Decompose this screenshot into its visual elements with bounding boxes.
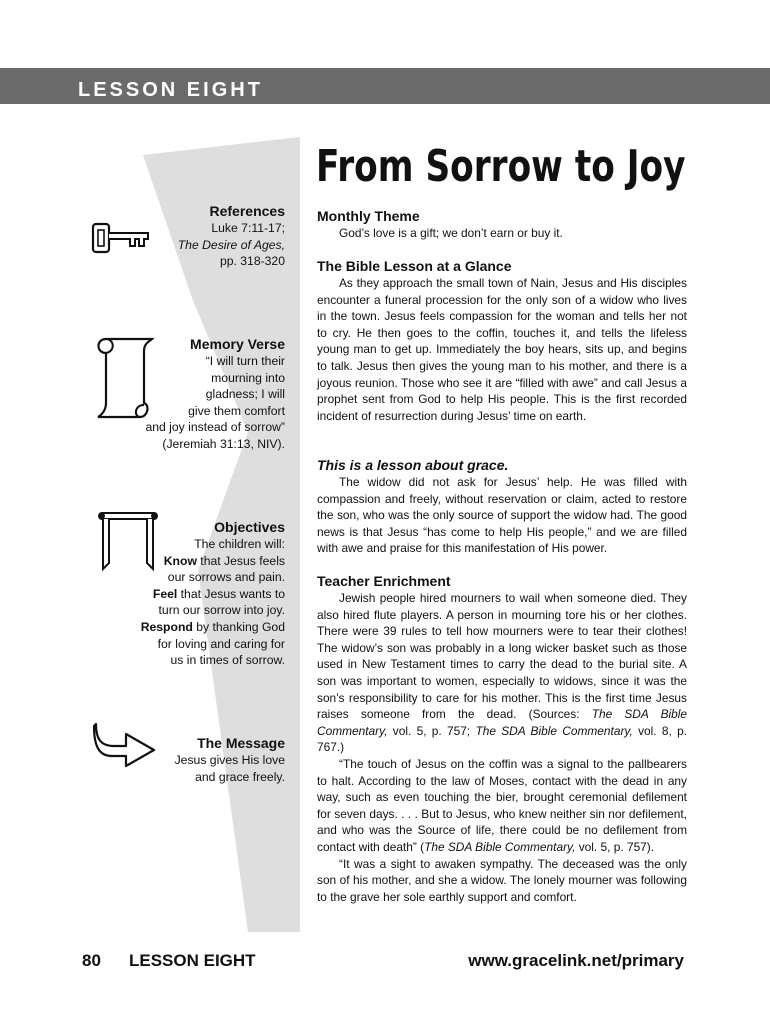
message-line: Jesus gives His love <box>174 753 285 767</box>
memory-verse-line: give them comfort <box>188 403 285 418</box>
message-line: and grace freely. <box>195 769 285 784</box>
grace-heading: This is a lesson about grace. <box>317 457 509 473</box>
objectives-heading: Objectives <box>214 519 285 535</box>
enrichment-paragraph: “It was a sight to awaken sympathy. The deceased was the only son of his mother, and she a widow. The lonely mourner was following to the grave her sole earthly support and comfort. <box>317 856 687 904</box>
memory-verse-line: gladness; I will <box>205 387 285 402</box>
objective-respond-text: by thanking God <box>192 619 285 634</box>
glance-heading: The Bible Lesson at a Glance <box>317 258 512 274</box>
references-pages: pp. 318-320 <box>219 254 285 269</box>
enrichment-paragraph: Jewish people hired mourners to wail when someone died. They also hired flute players. A person in mourning tore his or her clothes. There were 39 rules to tell how mourners were to tear their clothes! The widow’s son was probably in a long wicker basket such as those used in New Testament times to carry the dead to the burial site. A son was important to women, especially to widows, since it was the son’s responsibility to care for his mother. This is the first time Jesus raises someone from the dead. (Sources: The SDA Bible Commentary, vol. 5, p. 757; The SDA Bible Commentary, vol. 8, p. 767.) <box>317 591 688 755</box>
footer-lesson-label: LESSON EIGHT <box>129 951 256 970</box>
footer-url-link[interactable]: www.gracelink.net/primary <box>468 951 684 970</box>
glance-text: As they approach the small town of Nain, Jesus and His disciples encounter a funeral procession for the only son of a widow who lives in the town. Jesus feels compassion for the woman and tells her not to cry. He then goes to the coffin, touches it, and tells the lifeless young man to get up. Immediately the boy hears, sits up, and begins to talk. Jesus then gives the young man to his mother, and there is a joyous reunion. Those who see it are “filled with awe” and call Jesus a prophet sent from God to help His people. This is the first recorded incident of resurrection during Jesus’ time on earth. <box>317 276 687 423</box>
monthly-theme-text: God’s love is a gift; we don’t earn or buy it. <box>339 226 563 240</box>
objectives-intro: The children will: <box>194 537 285 551</box>
objective-feel-label: Feel <box>152 586 178 601</box>
objectives-block <box>85 518 285 669</box>
teacher-enrichment-section <box>317 572 687 905</box>
memory-verse-line: mourning into <box>211 370 285 385</box>
objective-respond-text: for loving and caring for <box>157 636 285 651</box>
lesson-banner-label: LESSON EIGHT <box>78 79 263 101</box>
references-heading: References <box>209 203 285 219</box>
references-block <box>85 202 285 270</box>
objective-know-text: that Jesus feels <box>196 553 285 568</box>
teacher-enrichment-heading: Teacher Enrichment <box>317 573 451 589</box>
lesson-title: From Sorrow to Joy <box>316 141 686 192</box>
grace-text: The widow did not ask for Jesus’ help. He was filled with compassion and freely, without reservation or claim, acted to restore the son, who was the only source of support the widow had. The good news is that Jesus “has come to help His people,” and we are filled with awe and praise for this manifestation of His power. <box>317 475 687 556</box>
objective-respond-label: Respond <box>140 619 193 634</box>
grace-section <box>317 456 687 557</box>
message-heading: The Message <box>197 735 285 751</box>
objective-know-label: Know <box>163 553 197 568</box>
memory-verse-line: and joy instead of sorrow” <box>145 420 285 435</box>
glance-section <box>317 257 687 424</box>
objective-respond-text: us in times of sorrow. <box>170 653 285 668</box>
monthly-theme-heading: Monthly Theme <box>317 208 420 224</box>
objective-know-text: our sorrows and pain. <box>167 570 285 585</box>
references-line: Luke 7:11-17; <box>211 221 285 235</box>
objective-feel-text: turn our sorrow into joy. <box>158 603 285 618</box>
memory-verse-line: “I will turn their <box>205 354 285 368</box>
message-block <box>85 734 285 785</box>
memory-verse-block <box>85 335 285 453</box>
enrichment-paragraph: “The touch of Jesus on the coffin was a signal to the pallbearers to halt. According to the law of Moses, contact with the dead in any way, such as even touching the bier, brought ceremonial defilement for seven days. . . . But to Jesus, who knew neither sin nor defilement, and who was the Source of life, there could be no defilement from contact with death” (The SDA Bible Commentary, vol. 5, p. 757). <box>317 756 687 854</box>
objective-feel-text: that Jesus wants to <box>177 586 285 601</box>
references-book: The Desire of Ages, <box>177 237 285 252</box>
memory-verse-reference: (Jeremiah 31:13, NIV). <box>162 436 285 451</box>
monthly-theme-section <box>317 207 687 242</box>
page-number: 80 <box>82 951 101 970</box>
memory-verse-heading: Memory Verse <box>190 336 285 352</box>
